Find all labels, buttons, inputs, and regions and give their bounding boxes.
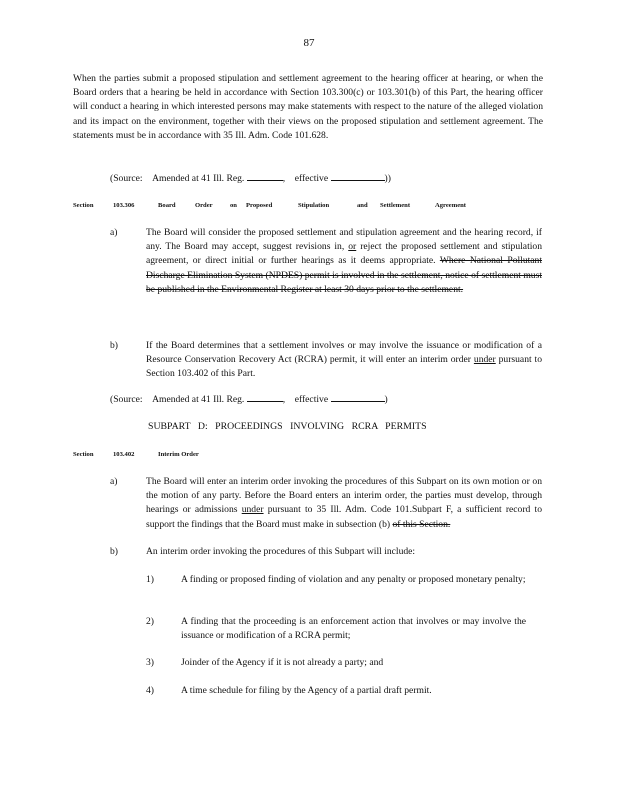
title-word: Order — [195, 202, 213, 209]
list-item-label: 3) — [146, 657, 154, 668]
reg-blank — [247, 392, 283, 402]
source-effective: effective — [294, 173, 329, 184]
list-item-text: A finding or proposed finding of violation and any penalty or proposed monetary penalty; — [181, 574, 526, 585]
inserted-text: under — [241, 504, 264, 516]
list-item-label: 2) — [146, 616, 154, 627]
subsection-label-a: a) — [110, 227, 118, 238]
subsection-label-b: b) — [110, 546, 118, 557]
title-word: Agreement — [435, 202, 467, 209]
title-word: Board — [158, 202, 176, 209]
section-103-306-heading — [73, 202, 543, 212]
struck-text: Where National Pollutant Discharge Elimination System (NPDES) permit is involved in the settlement, notice of settlement must be published in the Environmental Register at least 30 days prior to the settlement. — [146, 255, 543, 295]
source-close: )) — [384, 173, 391, 184]
subsection-b-text: An interim order invoking the procedures of this Subpart will include: — [146, 546, 416, 557]
section-103-402-heading — [73, 451, 273, 461]
source-prefix: (Source: — [110, 173, 143, 184]
source-text: Amended at 41 Ill. Reg. — [152, 173, 245, 184]
section-word: Section — [73, 451, 94, 458]
subpart-heading: SUBPART D: PROCEEDINGS INVOLVING RCRA PERMITS — [148, 421, 427, 432]
list-item-text: Joinder of the Agency if it is not already a party; and — [181, 657, 384, 668]
source-prefix: (Source: — [110, 394, 143, 405]
inserted-text: under — [473, 354, 496, 366]
title-word: Proposed — [246, 202, 273, 209]
list-item-text: A finding that the proceeding is an enforcement action that involves or may involve the issuance or modification of a RCRA permit; — [181, 616, 526, 642]
section-number: 103.306 — [113, 202, 135, 209]
list-item-label: 4) — [146, 685, 154, 696]
subsection-a-text: The Board will enter an interim order invoking the procedures of this Subpart on its own motion or on the motion of any party. Before the Board enters an interim order, the parties must develop, through hearings or admissions under pursuant to 35 Ill. Adm. Code 101.Subpart F, a sufficient record to support the findings that the Board must make in subsection (b) of this Section. — [146, 476, 542, 530]
section-word: Section — [73, 202, 94, 209]
title-word: and — [357, 202, 368, 209]
subsection-label-b: b) — [110, 340, 118, 351]
struck-text: of this Section. — [392, 518, 451, 530]
section-title: Interim Order — [158, 451, 199, 458]
title-word: Settlement — [380, 202, 411, 209]
list-item-label: 1) — [146, 574, 154, 585]
page-number: 87 — [303, 37, 315, 49]
section-number: 103.402 — [113, 451, 135, 458]
date-blank — [331, 392, 385, 402]
source-text: Amended at 41 Ill. Reg. — [152, 394, 245, 405]
source-close: ) — [384, 394, 388, 405]
source-note-1: (Source: Amended at 41 Ill. Reg. , effective )) — [110, 173, 391, 184]
intro-paragraph: When the parties submit a proposed stipulation and settlement agreement to the hearing officer at hearing, or when the Board orders that a hearing be held in accordance with Section 103.300(c) or 103.301(b) of this Part, the hearing officer will conduct a hearing in which interested persons may make statements with respect to the nature of the alleged violation and its impact on the environment, together with their views on the proposed stipulation and settlement agreement. The statements must be in accordance with 35 Ill. Adm. Code 101.628. — [73, 73, 543, 141]
subsection-label-a: a) — [110, 476, 118, 487]
reg-blank — [247, 171, 283, 181]
source-effective: effective — [294, 394, 329, 405]
list-item-text: A time schedule for filing by the Agency of a partial draft permit. — [181, 685, 432, 696]
date-blank — [331, 171, 385, 181]
title-word: on — [230, 202, 237, 209]
title-word: Stipulation — [298, 202, 330, 209]
source-note-2: (Source: Amended at 41 Ill. Reg. , effective ) — [110, 394, 388, 405]
inserted-text: or — [348, 241, 357, 253]
subsection-a-text: The Board will consider the proposed settlement and stipulation agreement and the hearing record, if any. The Board may accept, suggest revisions in, or reject the proposed settlement and stipulation agreement, or direct initial or further hearings as it deems appropriate. Where National Pollutant Discharge Elimination System (NPDES) permit is involved in the settlement, notice of settlement must be published in the Environmental Register at least 30 days prior to the settlement. — [146, 227, 543, 295]
subsection-b-text: If the Board determines that a settlement involves or may involve the issuance or modification of a Resource Conservation Recovery Act (RCRA) permit, it will enter an interim order under pursuant to Section 103.402 of this Part. — [146, 340, 542, 380]
